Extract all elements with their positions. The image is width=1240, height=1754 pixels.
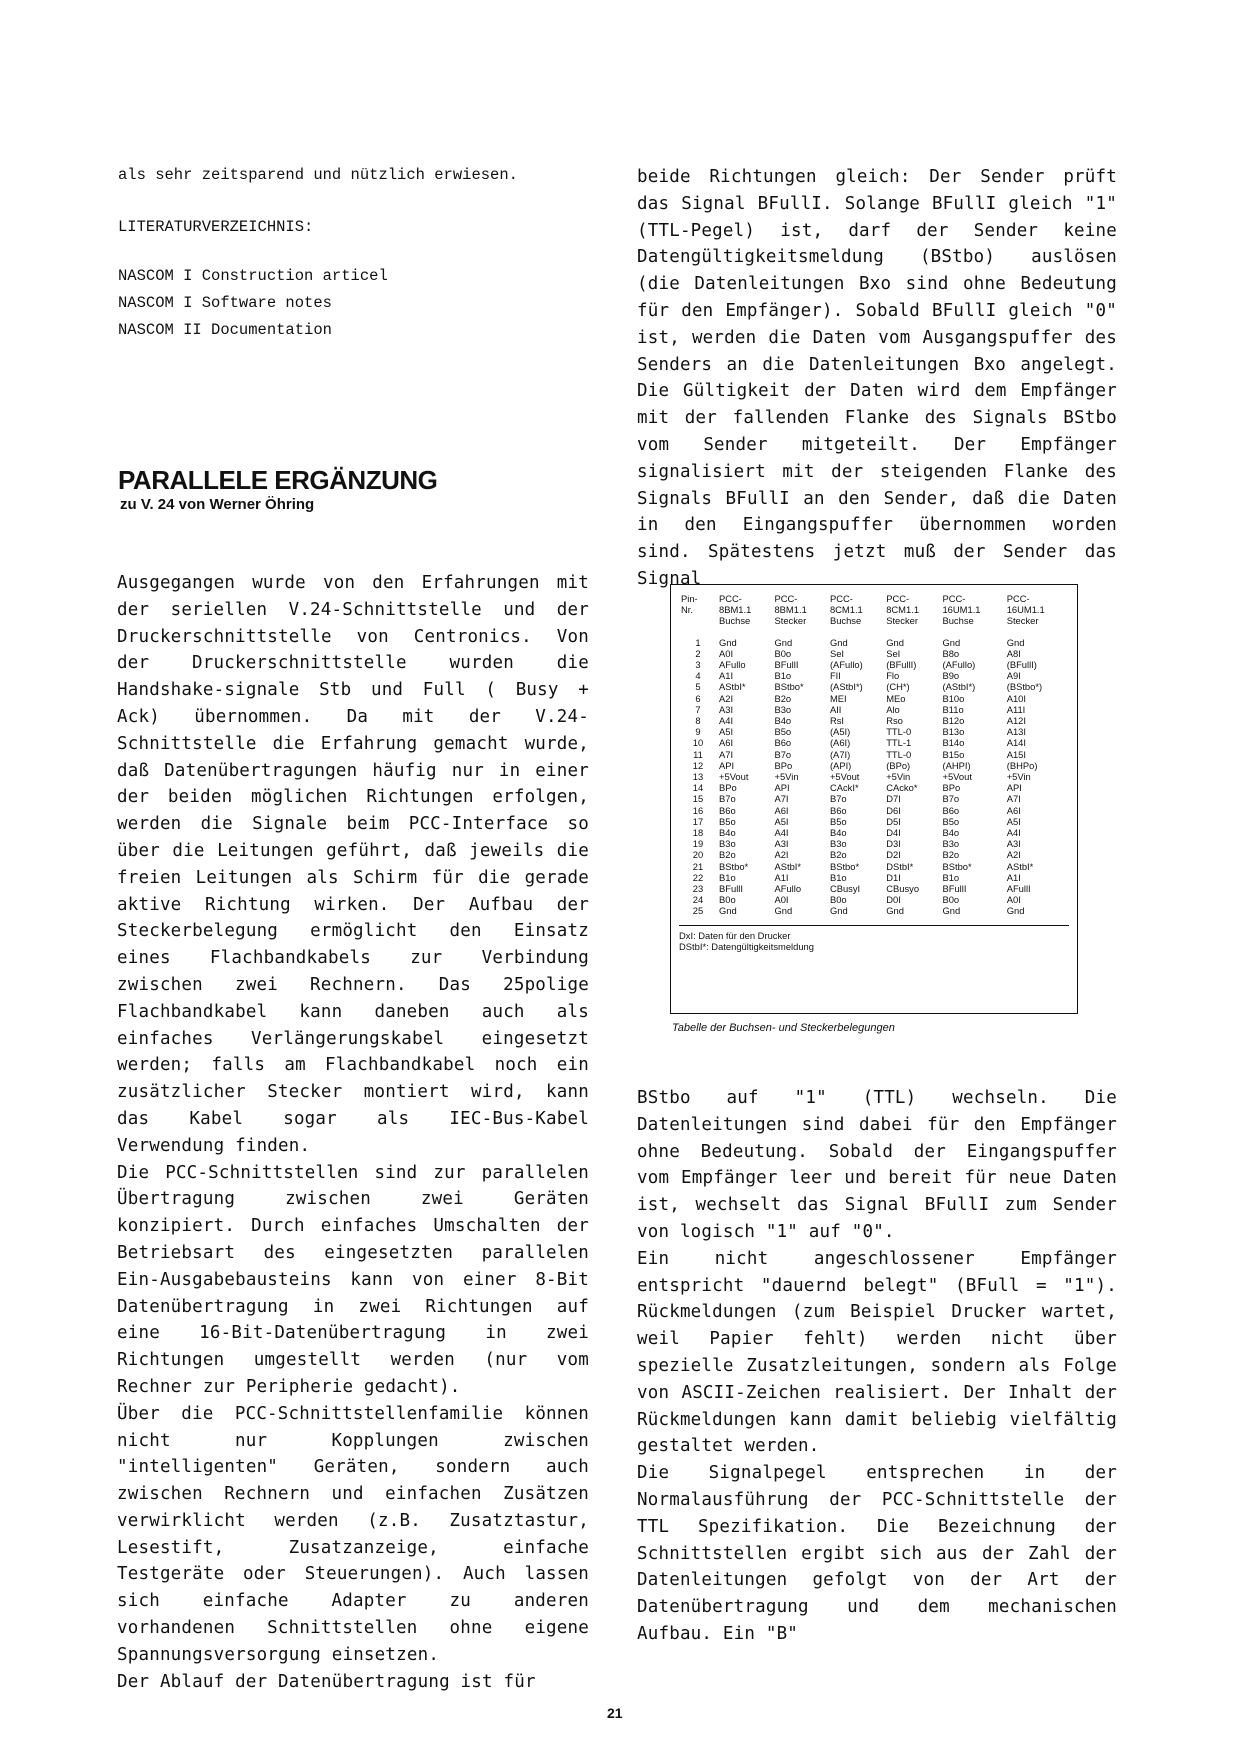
page-number: 21 bbox=[607, 1705, 623, 1721]
table-cell: (AFullo) bbox=[829, 659, 863, 671]
paragraph: BStbo auf "1" (TTL) wechseln. Die Datenleitungen sind dabei für den Empfänger ohne Bedeutung. Sobald der Eingangspuffer vom Empfänger leer und bereit für neue Daten ist, wechselt das Signal BFullI zum Sender von logisch "1" auf "0". bbox=[637, 1088, 1117, 1242]
table-cell: A3I bbox=[774, 838, 789, 850]
table-cell: B0o bbox=[942, 894, 960, 906]
table-cell: B2o bbox=[942, 849, 960, 861]
table-cell: A12I bbox=[1006, 715, 1026, 727]
table-cell: B3o bbox=[942, 838, 960, 850]
pin-number-cell: 24 bbox=[692, 894, 704, 906]
bibliography-title: LITERATURVERZEICHNIS: bbox=[118, 218, 314, 236]
paragraph: Die PCC-Schnittstellen sind zur parallelen Übertragung zwischen zwei Geräten konzipiert. Durch einfaches Umschalten der Betriebsart des eingesetzten parallelen Ein-Ausgabebausteins kann von einer 8-Bit Datenübertragung in zwei Richtungen auf eine 16-Bit-Datenübertragung in zwei Richtungen umgestellt werden (nur vom Rechner zur Peripherie gedacht). bbox=[117, 1162, 589, 1397]
table-header-cell: PCC- 8CM1.1 Buchse bbox=[829, 593, 863, 627]
table-cell: B5o bbox=[829, 815, 847, 827]
table-cell: (A7I) bbox=[829, 748, 851, 760]
table-cell: (A5I) bbox=[829, 726, 851, 738]
table-cell: (AHPI) bbox=[942, 759, 971, 771]
table-cell: B6o bbox=[829, 804, 847, 816]
table-row bbox=[679, 816, 1069, 827]
pin-number-cell: 5 bbox=[695, 681, 701, 693]
table-cell: A15I bbox=[1006, 748, 1026, 760]
table-cell: Gnd bbox=[886, 636, 904, 648]
pin-assignment-table bbox=[679, 593, 1069, 917]
table-caption: Tabelle der Buchsen- und Steckerbelegungen bbox=[672, 1022, 895, 1034]
table-cell: B5o bbox=[774, 726, 792, 738]
table-cell: (AFullo) bbox=[942, 659, 976, 671]
pin-number-cell: 6 bbox=[695, 692, 701, 704]
pin-number-cell: 1 bbox=[695, 636, 701, 648]
pin-number-cell: 16 bbox=[692, 804, 704, 816]
table-cell: +5Vin bbox=[1006, 771, 1031, 783]
pin-number-cell: 23 bbox=[692, 883, 704, 895]
pin-table-body bbox=[679, 637, 1069, 917]
pin-number-cell: 7 bbox=[695, 703, 701, 715]
table-cell: (API) bbox=[829, 759, 852, 771]
pin-number-cell: 21 bbox=[692, 860, 704, 872]
table-cell: B3o bbox=[829, 838, 847, 850]
table-cell: B0o bbox=[774, 647, 792, 659]
table-row bbox=[679, 894, 1069, 905]
table-row bbox=[679, 670, 1069, 681]
table-row bbox=[679, 771, 1069, 782]
table-row bbox=[679, 872, 1069, 883]
table-cell: API bbox=[719, 759, 735, 771]
table-cell: A3I bbox=[1006, 838, 1021, 850]
table-cell: BPo bbox=[942, 782, 961, 794]
bibliography bbox=[118, 192, 618, 344]
table-cell: AFullo bbox=[774, 883, 802, 895]
table-cell: (AStbI*) bbox=[942, 681, 976, 693]
table-cell: B12o bbox=[942, 715, 965, 727]
pin-number-cell: 18 bbox=[692, 827, 704, 839]
table-row bbox=[679, 905, 1069, 916]
table-cell: AStbI* bbox=[1006, 860, 1034, 872]
table-row bbox=[679, 715, 1069, 726]
table-cell: B13o bbox=[942, 726, 965, 738]
table-cell: Gnd bbox=[774, 636, 793, 648]
table-row bbox=[679, 681, 1069, 692]
table-cell: Alo bbox=[886, 703, 900, 715]
table-cell: BFullI bbox=[774, 659, 799, 671]
table-cell: (CH*) bbox=[886, 681, 910, 693]
table-cell: D4I bbox=[886, 827, 901, 839]
legend-line: DStbI*: Datengültigkeitsmeldung bbox=[679, 941, 814, 953]
table-cell: Gnd bbox=[1006, 636, 1025, 648]
table-cell: AFullI bbox=[1006, 883, 1031, 895]
paragraph: Der Ablauf der Datenübertragung ist für bbox=[117, 1671, 536, 1692]
table-row bbox=[679, 637, 1069, 648]
table-row bbox=[679, 648, 1069, 659]
table-cell: TTL-1 bbox=[886, 737, 912, 749]
table-cell: +5Vin bbox=[886, 771, 911, 783]
table-cell: Gnd bbox=[829, 636, 848, 648]
table-cell: (BStbo*) bbox=[1006, 681, 1043, 693]
table-cell: CAcko* bbox=[886, 782, 918, 794]
table-cell: A3I bbox=[719, 703, 734, 715]
table-cell: B15o bbox=[942, 748, 965, 760]
table-cell: (BFullI) bbox=[1006, 659, 1037, 671]
table-cell: +5Vout bbox=[829, 771, 860, 783]
table-cell: B8o bbox=[942, 647, 960, 659]
table-cell: TTL-0 bbox=[886, 748, 912, 760]
table-cell: FII bbox=[829, 670, 841, 682]
table-cell: A6I bbox=[719, 737, 734, 749]
table-cell: B9o bbox=[942, 670, 960, 682]
pin-number-cell: 8 bbox=[695, 715, 701, 727]
table-cell: D5I bbox=[886, 815, 901, 827]
bibliography-item: NASCOM II Documentation bbox=[118, 321, 332, 339]
table-cell: +5Vin bbox=[774, 771, 799, 783]
table-cell: A1I bbox=[1006, 871, 1021, 883]
table-cell: A2I bbox=[719, 692, 734, 704]
pin-number-cell: 20 bbox=[692, 849, 704, 861]
table-cell: B3o bbox=[774, 703, 792, 715]
pin-number-cell: 25 bbox=[692, 905, 704, 917]
table-cell: B7o bbox=[774, 748, 792, 760]
pin-number-cell: 14 bbox=[692, 782, 704, 794]
table-cell: B4o bbox=[774, 715, 792, 727]
table-cell: BStbo* bbox=[942, 860, 972, 872]
table-cell: B1o bbox=[829, 871, 847, 883]
table-cell: A5I bbox=[1006, 815, 1021, 827]
table-cell: SeI bbox=[829, 647, 845, 659]
table-cell: A0I bbox=[719, 647, 734, 659]
table-row bbox=[679, 827, 1069, 838]
table-cell: SeI bbox=[886, 647, 901, 659]
table-cell: B4o bbox=[829, 827, 847, 839]
right-column-body-bottom bbox=[637, 1085, 1117, 1648]
table-cell: B0o bbox=[829, 894, 847, 906]
table-cell: B6o bbox=[719, 804, 736, 816]
table-header-cell: Pin- Nr. bbox=[681, 593, 698, 616]
table-cell: A14I bbox=[1006, 737, 1026, 749]
table-cell: B1o bbox=[774, 670, 792, 682]
table-row bbox=[679, 659, 1069, 670]
table-cell: CBusyI bbox=[829, 883, 861, 895]
table-cell: A8I bbox=[1006, 647, 1021, 659]
left-column-body bbox=[117, 570, 589, 1695]
pin-number-cell: 9 bbox=[695, 726, 701, 738]
table-legend bbox=[679, 925, 1069, 953]
table-cell: Gnd bbox=[942, 905, 961, 917]
table-cell: D7I bbox=[886, 793, 901, 805]
table-cell: D0I bbox=[886, 894, 901, 906]
table-row bbox=[679, 693, 1069, 704]
table-cell: A0I bbox=[1006, 894, 1021, 906]
table-cell: CBusyo bbox=[886, 883, 920, 895]
table-cell: A13I bbox=[1006, 726, 1026, 738]
table-cell: B4o bbox=[942, 827, 960, 839]
table-row bbox=[679, 782, 1069, 793]
table-cell: +5Vout bbox=[719, 771, 749, 783]
table-row bbox=[679, 704, 1069, 715]
table-cell: DStbI* bbox=[886, 860, 914, 872]
table-row bbox=[679, 805, 1069, 816]
table-cell: A4I bbox=[719, 715, 734, 727]
table-cell: A7I bbox=[774, 793, 789, 805]
pin-number-cell: 3 bbox=[695, 659, 701, 671]
table-cell: Gnd bbox=[719, 905, 737, 917]
pin-number-cell: 13 bbox=[692, 771, 704, 783]
table-cell: B0o bbox=[719, 894, 736, 906]
table-cell: A1I bbox=[719, 670, 734, 682]
table-cell: B7o bbox=[942, 793, 960, 805]
table-cell: B7o bbox=[719, 793, 736, 805]
table-cell: A2I bbox=[1006, 849, 1021, 861]
table-cell: B2o bbox=[829, 849, 847, 861]
table-row bbox=[679, 726, 1069, 737]
table-cell: BStbo* bbox=[774, 681, 804, 693]
table-cell: Gnd bbox=[719, 636, 737, 648]
table-cell: BFullI bbox=[719, 883, 743, 895]
table-row bbox=[679, 793, 1069, 804]
bibliography-item: NASCOM I Software notes bbox=[118, 294, 332, 312]
article-title: PARALLELE ERGÄNZUNG bbox=[118, 465, 438, 495]
table-header-cell: PCC- 8BM1.1 Buchse bbox=[719, 593, 752, 627]
table-cell: MEo bbox=[886, 692, 906, 704]
table-cell: Gnd bbox=[774, 905, 793, 917]
table-cell: B5o bbox=[942, 815, 960, 827]
table-cell: Flo bbox=[886, 670, 900, 682]
pin-number-cell: 11 bbox=[693, 748, 703, 760]
table-cell: B4o bbox=[719, 827, 736, 839]
table-cell: B5o bbox=[719, 815, 736, 827]
table-cell: A7I bbox=[1006, 793, 1021, 805]
pin-number-cell: 22 bbox=[692, 871, 704, 883]
table-cell: A5I bbox=[719, 726, 734, 738]
table-cell: B2o bbox=[774, 692, 792, 704]
table-cell: A0I bbox=[774, 894, 789, 906]
table-cell: RsI bbox=[829, 715, 844, 727]
table-cell: BStbo* bbox=[719, 860, 749, 872]
table-cell: B1o bbox=[942, 871, 960, 883]
table-row bbox=[679, 883, 1069, 894]
table-row bbox=[679, 749, 1069, 760]
table-cell: (BPo) bbox=[886, 759, 911, 771]
table-cell: Gnd bbox=[1006, 905, 1025, 917]
table-cell: (A6I) bbox=[829, 737, 851, 749]
table-cell: AStbI* bbox=[774, 860, 802, 872]
table-cell: B10o bbox=[942, 692, 965, 704]
paragraph: beide Richtungen gleich: Der Sender prüft das Signal BFullI. Solange BFullI gleich "1" (TTL-Pegel) ist, darf der Sender keine Datengültigkeitsmeldung (BStbo) auslösen (die Datenleitungen Bxo sind ohne Bedeutung für den Empfänger). Sobald BFullI gleich "0" ist, werden die Daten vom Ausgangspuffer des Senders an die Datenleitungen Bxo angelegt. Die Gültigkeit der Daten wird dem Empfänger mit der fallenden Flanke des Signals BStbo vom Sender mitgeteilt. Der Empfänger signalisiert mit der steigenden Flanke des Signals BFullI an den Sender, daß die Daten in den Eingangspuffer übernommen worden sind. Spätestens jetzt muß der Sender das Signal bbox=[637, 167, 1117, 589]
table-cell: D1I bbox=[886, 871, 901, 883]
table-cell: D2I bbox=[886, 849, 901, 861]
table-cell: Gnd bbox=[942, 636, 961, 648]
table-cell: BPo bbox=[774, 759, 793, 771]
table-cell: CAckI* bbox=[829, 782, 859, 794]
table-header-row bbox=[679, 593, 1069, 637]
table-cell: B6o bbox=[774, 737, 792, 749]
table-cell: Rso bbox=[886, 715, 903, 727]
pin-number-cell: 2 bbox=[695, 647, 701, 659]
pin-number-cell: 12 bbox=[692, 759, 704, 771]
table-cell: BFullI bbox=[942, 883, 967, 895]
table-cell: A7I bbox=[719, 748, 734, 760]
paragraph: Die Signalpegel entsprechen in der Normalausführung der PCC-Schnittstelle der TTL Spezifikation. Die Bezeichnung der Schnittstellen ergibt sich aus der Zahl der Datenleitungen gefolgt von der Art der Datenübertragung und dem mechanischen Aufbau. Ein "B" bbox=[637, 1463, 1117, 1644]
table-cell: B2o bbox=[719, 849, 736, 861]
table-cell: D6I bbox=[886, 804, 901, 816]
right-column-body-top bbox=[637, 164, 1117, 593]
table-cell: (BHPo) bbox=[1006, 759, 1038, 771]
pin-number-cell: 15 bbox=[692, 793, 704, 805]
table-row bbox=[679, 861, 1069, 872]
pin-number-cell: 19 bbox=[692, 838, 704, 850]
table-cell: A6I bbox=[774, 804, 789, 816]
table-cell: A10I bbox=[1006, 692, 1026, 704]
intro-line: als sehr zeitsparend und nützlich erwiesen. bbox=[118, 166, 518, 184]
table-header-cell: PCC- 8CM1.1 Stecker bbox=[886, 593, 920, 627]
table-cell: A5I bbox=[774, 815, 789, 827]
table-cell: BPo bbox=[719, 782, 737, 794]
pin-number-cell: 4 bbox=[695, 670, 701, 682]
table-row bbox=[679, 849, 1069, 860]
table-cell: AStbI* bbox=[719, 681, 746, 693]
table-cell: D3I bbox=[886, 838, 901, 850]
table-row bbox=[679, 760, 1069, 771]
table-cell: A4I bbox=[774, 827, 789, 839]
table-cell: B7o bbox=[829, 793, 847, 805]
table-cell: AFullo bbox=[719, 659, 746, 671]
table-header-cell: PCC- 16UM1.1 Stecker bbox=[1006, 593, 1045, 627]
table-cell: AII bbox=[829, 703, 842, 715]
table-cell: BStbo* bbox=[829, 860, 860, 872]
article-subtitle: zu V. 24 von Werner Öhring bbox=[120, 496, 315, 513]
pin-number-cell: 17 bbox=[692, 815, 704, 827]
table-cell: +5Vout bbox=[942, 771, 972, 783]
table-header-cell: PCC- 16UM1.1 Buchse bbox=[942, 593, 981, 627]
table-cell: B14o bbox=[942, 737, 965, 749]
table-cell: TTL-0 bbox=[886, 726, 912, 738]
table-cell: (AStbI*) bbox=[829, 681, 863, 693]
table-cell: A6I bbox=[1006, 804, 1021, 816]
bibliography-item: NASCOM I Construction articel bbox=[118, 267, 388, 285]
table-cell: A9I bbox=[1006, 670, 1021, 682]
table-cell: Gnd bbox=[829, 905, 848, 917]
table-row bbox=[679, 737, 1069, 748]
table-cell: B6o bbox=[942, 804, 960, 816]
table-cell: A2I bbox=[774, 849, 789, 861]
paragraph: Ein nicht angeschlossener Empfänger entspricht "dauernd belegt" (BFull = "1"). Rückmeldungen (zum Beispiel Drucker wartet, weil Papier fehlt) werden nicht über spezielle Zusatzleitungen, sondern als Folge von ASCII-Zeichen realisiert. Der Inhalt der Rückmeldungen kann damit beliebig vielfältig gestaltet werden. bbox=[637, 1248, 1117, 1457]
paragraph: Über die PCC-Schnittstellenfamilie können nicht nur Kopplungen zwischen "intelligenten" Geräten, sondern auch zwischen Rechnern und einfachen Zusätzen verwirklicht werden (z.B. Zusatztastur, Lesestift, Zusatzanzeige, einfache Testgeräte oder Steuerungen). Auch lassen sich einfache Adapter zu anderen vorhandenen Schnittstellen ohne eigene Spannungsversorgung einsetzen. bbox=[117, 1403, 589, 1665]
table-row bbox=[679, 838, 1069, 849]
table-header-cell: PCC- 8BM1.1 Stecker bbox=[774, 593, 807, 627]
table-cell: B11o bbox=[942, 703, 964, 715]
table-cell: API bbox=[1006, 782, 1022, 794]
table-cell: A1I bbox=[774, 871, 789, 883]
table-cell: A4I bbox=[1006, 827, 1021, 839]
table-cell: (BFullI) bbox=[886, 659, 917, 671]
legend-line: DxI: Daten für den Drucker bbox=[679, 929, 791, 941]
table-cell: A11I bbox=[1006, 703, 1026, 715]
table-cell: MEI bbox=[829, 692, 847, 704]
table-cell: B1o bbox=[719, 871, 736, 883]
table-cell: API bbox=[774, 782, 790, 794]
pin-number-cell: 10 bbox=[692, 737, 704, 749]
table-cell: B3o bbox=[719, 838, 736, 850]
table-cell: Gnd bbox=[886, 905, 904, 917]
paragraph: Ausgegangen wurde von den Erfahrungen mit der seriellen V.24-Schnittstelle und der Druckerschnittstelle von Centronics. Von der Druckerschnittstelle wurden die Handshake-signale Stb und Full ( Busy + Ack) übernommen. Da mit der V.24-Schnittstelle die Erfahrung gemacht wurde, daß Datenübertragungen häufig nur in einer der beiden möglichen Richtungen erfolgen, werden die Signale beim PCC-Interface so über die Leitungen geführt, daß jeweils die freien Leitungen als Schirm für die gerade aktive Richtung wirken. Der Aufbau der Steckerbelegung ermöglicht den Einsatz eines Flachbandkabels zur Verbindung zwischen zwei Rechnern. Das 25polige Flachbandkabel kann daneben auch als einfaches Verlängerungskabel eingesetzt werden; falls am Flachbandkabel noch ein zusätzlicher Stecker montiert wird, kann das Kabel sogar als IEC-Bus-Kabel Verwendung finden. bbox=[117, 573, 589, 1156]
pin-assignment-table-box bbox=[670, 584, 1078, 1014]
